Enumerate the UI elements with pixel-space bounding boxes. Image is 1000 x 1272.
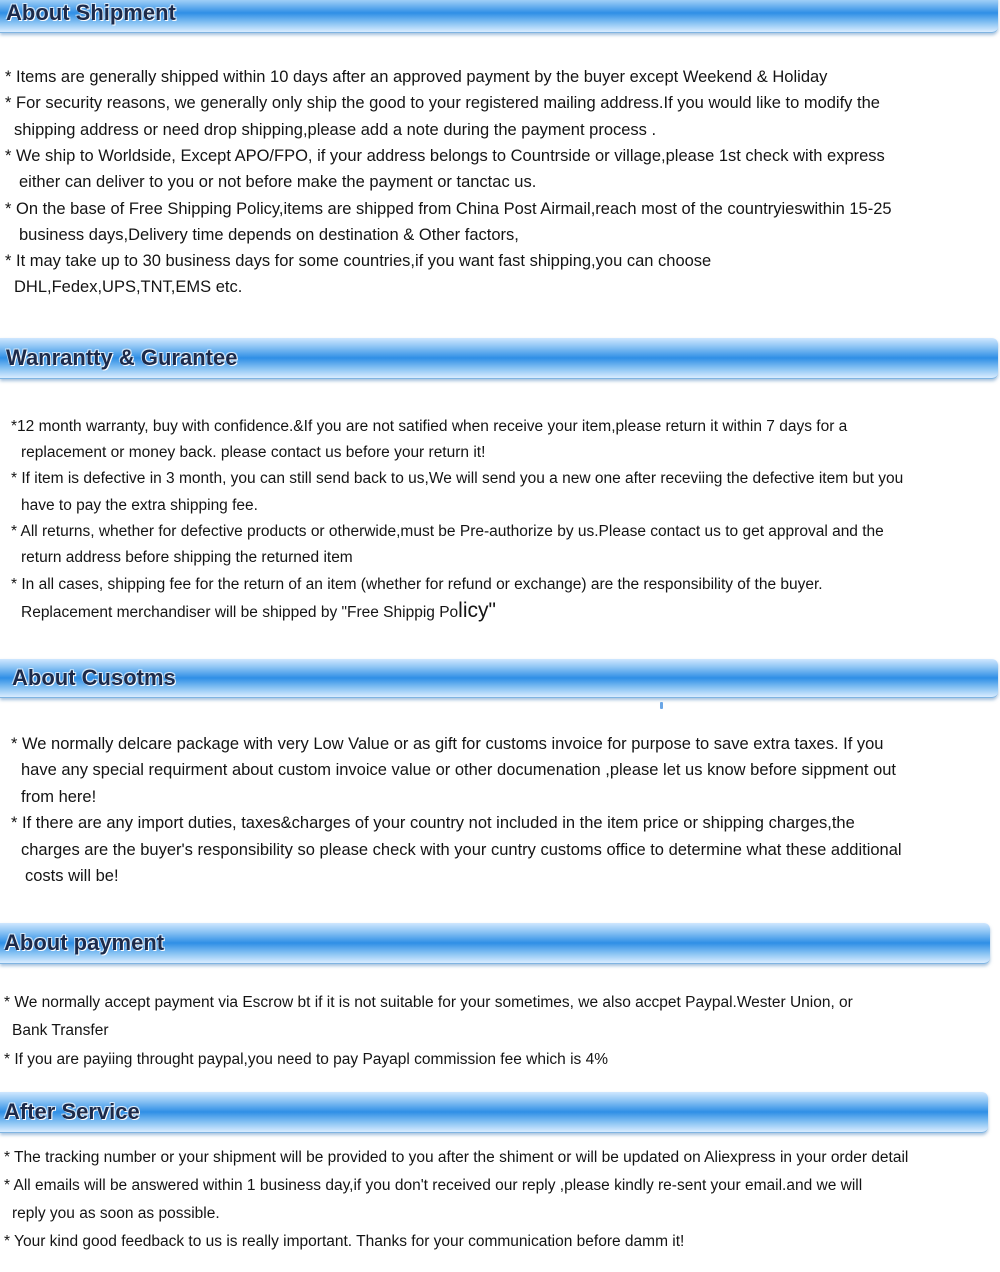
section-title-warranty: Wanrantty & Gurantee <box>6 345 238 370</box>
section-banner-after-service <box>0 1092 988 1133</box>
after-service-line-3: reply you as soon as possible. <box>12 1205 220 1222</box>
shipment-line-7: business days,Delivery time depends on destination & Other factors, <box>19 226 519 244</box>
section-title-customs: About Cusotms <box>12 665 176 690</box>
shipment-line-6: * On the base of Free Shipping Policy,items are shipped from China Post Airmail,reach most of the countryieswithin 15-25 <box>5 200 892 218</box>
shipment-line-1: * Items are generally shipped within 10 days after an approved payment by the buyer except Weekend & Holiday <box>5 68 828 86</box>
warranty-line-8-tail: licy" <box>458 599 496 622</box>
shipment-line-8: * It may take up to 30 business days for some countries,if you want fast shipping,you can choose <box>5 252 712 270</box>
customs-line-1: * We normally delcare package with very Low Value or as gift for customs invoice for purpose to save extra taxes. If you <box>11 735 884 753</box>
warranty-line-8 <box>21 601 496 623</box>
customs-line-5: charges are the buyer's responsibility so please check with your cuntry customs office to determine what these additional <box>21 841 902 859</box>
section-banner-warranty <box>0 338 998 379</box>
customs-line-3: from here! <box>21 788 97 806</box>
payment-line-1: * We normally accept payment via Escrow bt if it is not suitable for your sometimes, we also accpet Paypal.Wester Union, or <box>4 994 853 1011</box>
warranty-line-1: *12 month warranty, buy with confidence.&If you are not satified when receive your item,please return it within 7 days for a <box>11 418 848 435</box>
customs-line-6: costs will be! <box>25 867 119 885</box>
warranty-line-3: * If item is defective in 3 month, you can still send back to us,We will send you a new one after receviing the defective item but you <box>11 470 904 487</box>
section-banner-customs <box>0 659 998 698</box>
payment-line-2: Bank Transfer <box>12 1022 109 1039</box>
warranty-line-4: have to pay the extra shipping fee. <box>21 497 258 514</box>
section-banner-payment <box>0 923 990 964</box>
customs-line-4: * If there are any import duties, taxes&charges of your country not included in the item price or shipping charges,the <box>11 814 855 832</box>
shipment-line-9: DHL,Fedex,UPS,TNT,EMS etc. <box>14 278 243 296</box>
customs-line-2: have any special requirment about custom invoice value or other documenation ,please let us know before sippment out <box>21 761 897 779</box>
section-title-payment: About payment <box>4 930 165 955</box>
warranty-line-6: return address before shipping the returned item <box>21 549 353 566</box>
warranty-line-7: * In all cases, shipping fee for the return of an item (whether for refund or exchange) are the responsibility of the buyer. <box>11 576 823 593</box>
shipment-line-4: * We ship to Worldside, Except APO/FPO, if your address belongs to Countrside or village,please 1st check with express <box>5 147 885 165</box>
after-service-line-2: * All emails will be answered within 1 business day,if you don't received our reply ,please kindly re-sent your email.and we will <box>4 1177 863 1194</box>
after-service-line-4: * Your kind good feedback to us is really important. Thanks for your communication before damm it! <box>4 1233 685 1250</box>
stray-mark <box>660 702 663 709</box>
shipment-line-5: either can deliver to you or not before make the payment or tanctac us. <box>19 173 537 191</box>
after-service-line-1: * The tracking number or your shipment will be provided to you after the shiment or will be updated on Aliexpress in your order detail <box>4 1149 909 1166</box>
section-banner-shipment <box>0 0 998 33</box>
payment-line-3: * If you are payiing throught paypal,you need to pay Payapl commission fee which is 4% <box>4 1051 608 1068</box>
shipment-line-3: shipping address or need drop shipping,please add a note during the payment process . <box>14 121 657 139</box>
warranty-line-2: replacement or money back. please contact us before your return it! <box>21 444 486 461</box>
section-title-shipment: About Shipment <box>6 0 176 25</box>
warranty-line-8-head: Replacement merchandiser will be shipped by "Free Shippig Po <box>21 604 459 621</box>
section-title-after-service: After Service <box>4 1099 140 1124</box>
warranty-line-5: * All returns, whether for defective products or otherwide,must be Pre-authorize by us.Please contact us to get approval and the <box>11 523 884 540</box>
shipment-line-2: * For security reasons, we generally only ship the good to your registered mailing address.If you would like to modify the <box>5 94 880 112</box>
